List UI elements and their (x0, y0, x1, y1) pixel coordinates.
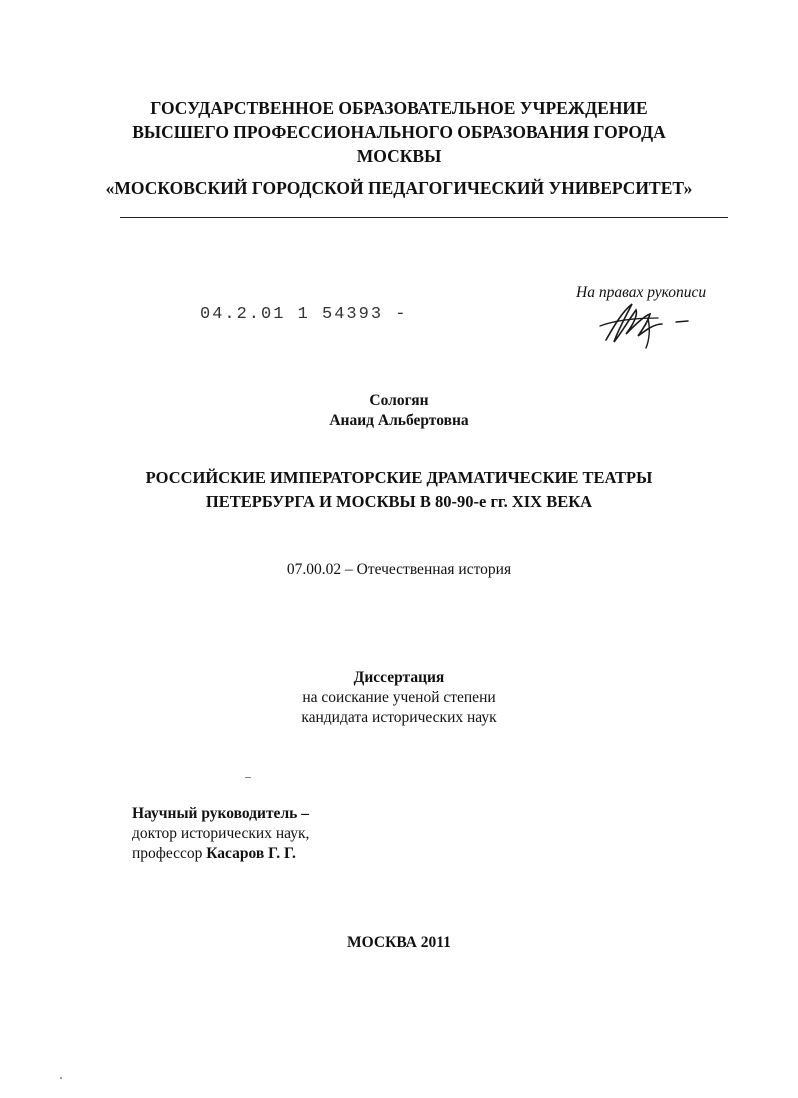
org-line-3: МОСКВЫ (356, 146, 442, 166)
advisor-position: профессор (132, 845, 203, 862)
registration-number: 04.2.01 1 54393 - (200, 305, 408, 324)
thesis-type: Диссертация (353, 669, 445, 686)
thesis-purpose-line-1: на соискание ученой степени (302, 689, 496, 706)
signature-icon (592, 296, 702, 352)
advisor-position-line (132, 844, 309, 864)
organization-header (0, 96, 798, 168)
university-name: «МОСКОВСКИЙ ГОРОДСКОЙ ПЕДАГОГИЧЕСКИЙ УНИВЕРСИТЕТ» (105, 178, 693, 198)
manuscript-rights-note: На правах рукописи (576, 284, 707, 301)
scan-speck (245, 777, 251, 778)
author-block (0, 391, 798, 431)
title-line-1: РОССИЙСКИЕ ИМПЕРАТОРСКИЕ ДРАМАТИЧЕСКИЕ ТЕАТРЫ (145, 468, 653, 487)
advisor-degree: доктор исторических наук, (132, 825, 310, 842)
advisor-name: Касаров Г. Г. (206, 845, 296, 862)
dissertation-title (0, 466, 798, 514)
advisor-block (132, 804, 309, 864)
title-line-2: ПЕТЕРБУРГА И МОСКВЫ В 80-90-е гг. XIX ВЕКА (205, 492, 593, 511)
advisor-label: Научный руководитель – (132, 805, 309, 822)
author-given-names: Анаид Альбертовна (329, 412, 469, 429)
author-surname: Сологян (369, 392, 429, 409)
org-line-1: ГОСУДАРСТВЕННОЕ ОБРАЗОВАТЕЛЬНОЕ УЧРЕЖДЕНИЕ (150, 98, 648, 118)
scan-speck (60, 1077, 62, 1079)
thesis-purpose-line-2: кандидата исторических наук (301, 709, 497, 726)
thesis-block (0, 668, 798, 728)
org-line-2: ВЫСШЕГО ПРОФЕССИОНАЛЬНОГО ОБРАЗОВАНИЯ ГОРОДА (132, 122, 666, 142)
header-divider (120, 217, 728, 218)
specialty-code: 07.00.02 – Отечественная история (286, 561, 512, 578)
city-year: МОСКВА 2011 (347, 934, 451, 951)
